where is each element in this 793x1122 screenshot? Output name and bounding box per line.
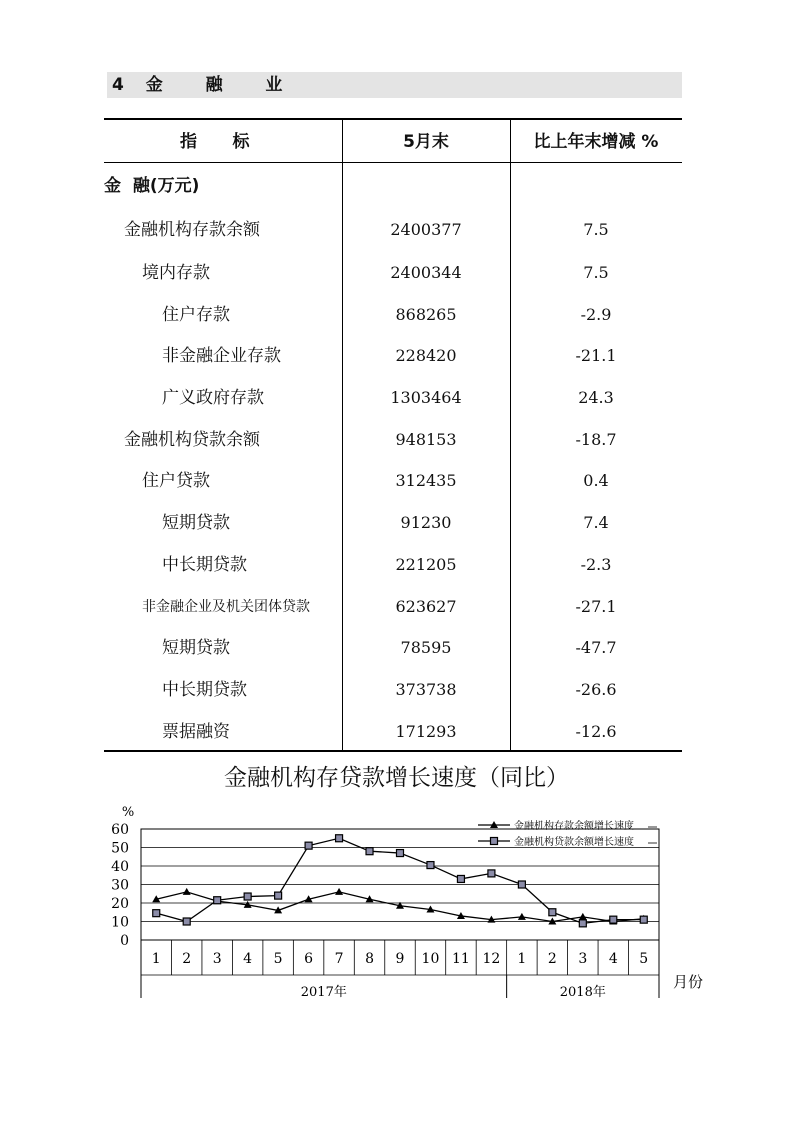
row-value-household-long-loan: 221205 xyxy=(395,555,457,574)
row-change-enterprise-loan: -27.1 xyxy=(575,597,617,616)
loan-point-3 xyxy=(214,897,221,904)
row-label-household-short-loan: 短期贷款 xyxy=(162,513,230,533)
row-label-enterprise-loan: 非金融企业及机关团体贷款 xyxy=(142,599,310,615)
row-change-government-deposit: 24.3 xyxy=(578,388,614,407)
y-axis-unit: % xyxy=(121,805,135,820)
x-tick-label-7: 7 xyxy=(334,951,344,967)
loan-point-9 xyxy=(397,850,404,857)
row-value-enterprise-long-loan: 373738 xyxy=(395,680,457,699)
row-change-household-deposit: -2.9 xyxy=(580,305,612,324)
loan-point-5 xyxy=(275,892,282,899)
year-group-label-1: 2017年 xyxy=(300,985,347,1000)
x-tick-label-1: 1 xyxy=(151,951,161,967)
x-tick-label-17: 5 xyxy=(639,951,649,967)
loan-point-6 xyxy=(305,842,312,849)
loan-point-10 xyxy=(427,862,434,869)
row-value-household-loan: 312435 xyxy=(395,471,457,490)
loan-point-4 xyxy=(244,893,251,900)
header-change-percent: 比上年末增减 % xyxy=(533,132,659,152)
deposit-point-2 xyxy=(183,888,191,895)
y-tick-label-30: 30 xyxy=(111,877,129,894)
loan-point-8 xyxy=(366,848,373,855)
loan-point-13 xyxy=(518,881,525,888)
y-tick-label-40: 40 xyxy=(111,859,129,875)
row-change-domestic-deposit: 7.5 xyxy=(583,263,609,282)
row-value-household-deposit: 868265 xyxy=(395,305,457,324)
row-label-enterprise-deposit: 非金融企业存款 xyxy=(162,346,281,366)
row-label-household-loan: 住户贷款 xyxy=(142,471,210,491)
x-axis-unit: 月份 xyxy=(672,973,704,991)
year-group-label-2: 2018年 xyxy=(559,985,606,1000)
chart-title: 金融机构存贷款增长速度（同比） xyxy=(224,765,569,791)
row-change-enterprise-short-loan: -47.7 xyxy=(575,638,617,657)
x-tick-label-6: 6 xyxy=(304,951,314,967)
row-label-household-deposit: 住户存款 xyxy=(162,305,230,325)
x-tick-label-12: 12 xyxy=(482,951,501,967)
x-tick-label-11: 11 xyxy=(452,951,470,967)
loan-point-15 xyxy=(579,920,586,927)
loan-point-12 xyxy=(488,870,495,877)
x-tick-label-14: 2 xyxy=(547,951,557,967)
legend-marker-loan xyxy=(491,838,498,845)
x-tick-label-3: 3 xyxy=(212,951,222,967)
header-indicator: 指 标 xyxy=(180,132,250,152)
x-tick-label-9: 9 xyxy=(395,951,405,967)
x-tick-label-16: 4 xyxy=(608,951,618,967)
row-change-household-short-loan: 7.4 xyxy=(583,513,609,532)
row-value-enterprise-deposit: 228420 xyxy=(395,346,457,365)
x-tick-label-10: 10 xyxy=(421,951,440,967)
row-change-enterprise-long-loan: -26.6 xyxy=(575,680,617,699)
row-change-bill-financing: -12.6 xyxy=(575,722,617,741)
y-tick-label-20: 20 xyxy=(111,896,129,912)
row-change-household-loan: 0.4 xyxy=(583,471,609,490)
row-label-bill-financing: 票据融资 xyxy=(162,722,230,742)
loan-point-1 xyxy=(153,910,160,917)
legend-label-loan: 金融机构贷款余额增长速度 xyxy=(514,837,634,848)
header-month-end: 5月末 xyxy=(403,132,449,152)
loan-point-17 xyxy=(640,916,647,923)
deposit-point-7 xyxy=(335,888,343,895)
legend-label-deposit: 金融机构存款余额增长速度 xyxy=(514,821,634,832)
row-value-deposit-balance: 2400377 xyxy=(390,220,462,239)
row-label-deposit-balance: 金融机构存款余额 xyxy=(124,220,260,240)
loan-point-7 xyxy=(336,835,343,842)
row-change-deposit-balance: 7.5 xyxy=(583,220,609,239)
row-value-enterprise-loan: 623627 xyxy=(395,597,457,616)
row-label-government-deposit: 广义政府存款 xyxy=(162,388,264,408)
section-title: 4 金 融 业 xyxy=(112,75,284,95)
y-tick-label-60: 60 xyxy=(111,822,129,838)
x-tick-label-2: 2 xyxy=(182,951,192,967)
y-tick-label-50: 50 xyxy=(111,840,129,857)
row-label-household-long-loan: 中长期贷款 xyxy=(162,555,247,575)
x-tick-label-4: 4 xyxy=(243,951,253,967)
x-tick-label-8: 8 xyxy=(365,951,374,967)
row-label-loan-balance: 金融机构贷款余额 xyxy=(124,430,260,450)
row-change-household-long-loan: -2.3 xyxy=(580,555,612,574)
loan-point-16 xyxy=(610,916,617,923)
row-label-finance: 金 融(万元) xyxy=(104,176,200,196)
row-value-domestic-deposit: 2400344 xyxy=(390,263,462,282)
row-label-domestic-deposit: 境内存款 xyxy=(142,263,210,283)
x-tick-label-5: 5 xyxy=(273,951,283,967)
deposit-point-13 xyxy=(518,913,526,920)
row-value-household-short-loan: 91230 xyxy=(400,513,452,532)
row-value-loan-balance: 948153 xyxy=(395,430,457,449)
loan-point-11 xyxy=(457,875,464,882)
deposit-point-15 xyxy=(579,913,587,920)
row-label-enterprise-long-loan: 中长期贷款 xyxy=(162,680,247,700)
x-tick-label-13: 1 xyxy=(517,951,527,967)
loan-point-14 xyxy=(549,909,556,916)
row-value-enterprise-short-loan: 78595 xyxy=(400,638,452,657)
row-label-enterprise-short-loan: 短期贷款 xyxy=(162,638,230,658)
y-tick-label-10: 10 xyxy=(111,914,129,931)
y-tick-label-0: 0 xyxy=(120,933,129,949)
x-tick-label-15: 3 xyxy=(578,951,588,967)
loan-point-2 xyxy=(183,918,190,925)
row-value-bill-financing: 171293 xyxy=(395,722,457,741)
row-change-enterprise-deposit: -21.1 xyxy=(575,346,617,365)
row-value-government-deposit: 1303464 xyxy=(390,388,462,407)
row-change-loan-balance: -18.7 xyxy=(575,430,617,449)
